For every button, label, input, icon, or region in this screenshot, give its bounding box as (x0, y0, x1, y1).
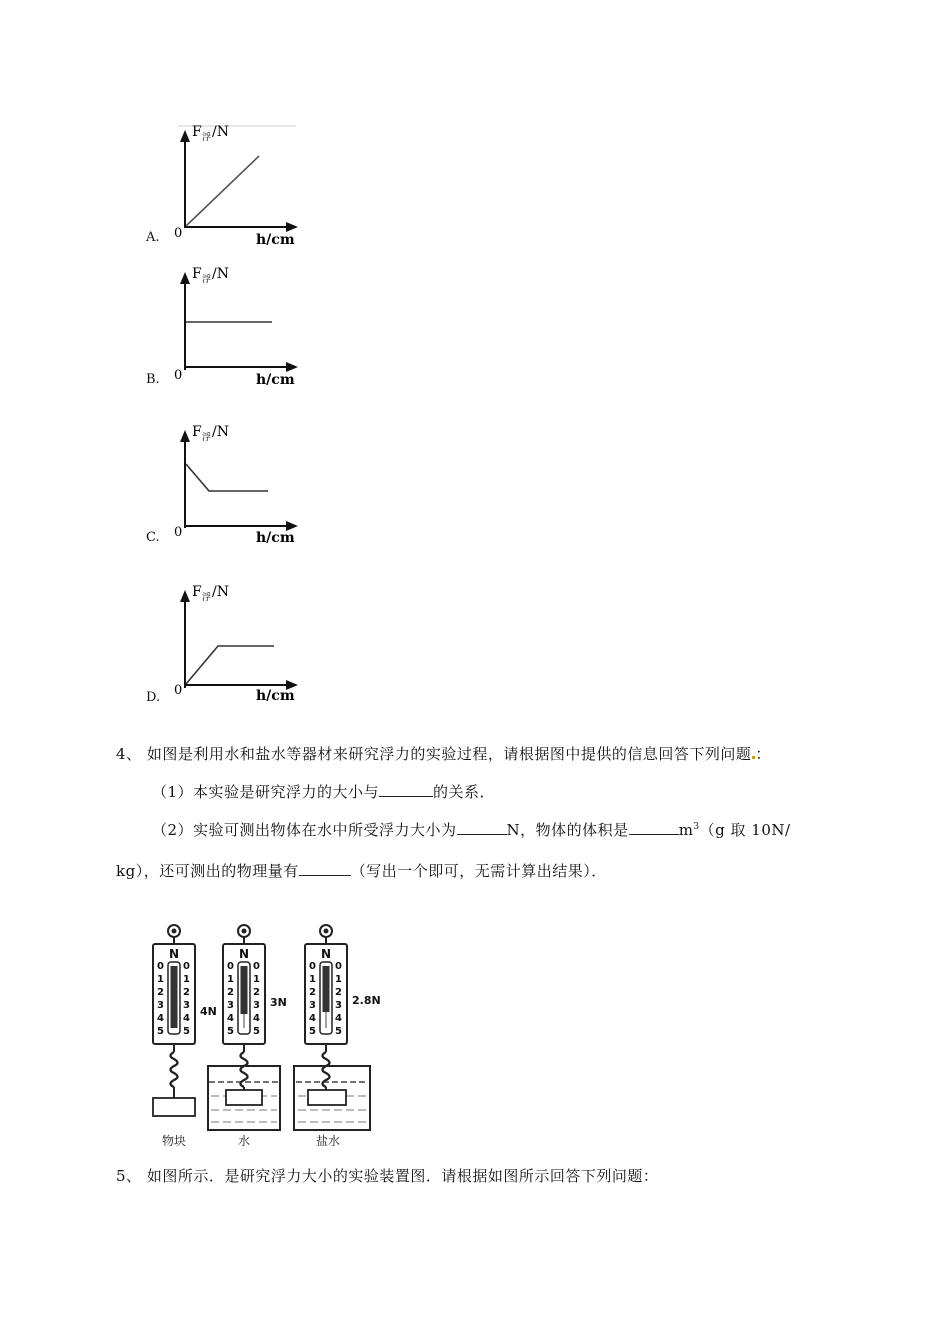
tick-label: 5 (227, 1026, 234, 1037)
y-axis-arrow (180, 590, 190, 602)
q4-part2 (152, 819, 791, 840)
q4-part2-text-c: （g 取 10N/ (699, 821, 791, 839)
x-axis-arrow (286, 362, 298, 372)
q4-stem-line (116, 743, 771, 764)
x-label: h/cm (256, 530, 295, 546)
tick-label: 3 (335, 1000, 342, 1011)
tick-label: 5 (253, 1026, 260, 1037)
tick-label: 2 (227, 987, 234, 998)
q4-part2-text-b: N，物体的体积是 (506, 821, 629, 839)
tick-label: 1 (183, 974, 190, 985)
y-label-unit: /N (212, 584, 229, 600)
y-label-f: F (192, 584, 202, 600)
y-label-sub: 浮 (202, 275, 212, 285)
scale-fill (323, 966, 330, 1012)
q4-part3-text-a: kg），还可测出的物理量有 (116, 862, 299, 880)
curve (186, 646, 274, 684)
q4-part2-text-a: （2）实验可测出物体在水中所受浮力大小为 (152, 821, 457, 839)
caption-water: 水 (238, 1134, 251, 1148)
option-letter: B. (146, 372, 160, 387)
q4-part2-blank-1[interactable] (457, 820, 507, 835)
q4-part2-blank-2[interactable] (629, 820, 679, 835)
tick-label: 0 (309, 961, 316, 972)
scale-letter: N (169, 947, 180, 961)
tick-label: 5 (157, 1026, 164, 1037)
q5-stem: 如图所示．是研究浮力大小的实验装置图．请根据如图所示回答下列问题： (146, 1167, 659, 1185)
tick-label: 2 (309, 987, 316, 998)
q4-part1 (152, 781, 495, 802)
y-label-sub: 浮 (202, 133, 212, 143)
tick-label: 1 (253, 974, 260, 985)
option-d (140, 578, 310, 713)
scale-fill (171, 966, 178, 1028)
tick-label: 4 (335, 1013, 342, 1024)
tick-label: 2 (157, 987, 164, 998)
tick-label: 1 (309, 974, 316, 985)
tick-label: 1 (157, 974, 164, 985)
x-label: h/cm (256, 232, 295, 248)
y-label-f: F (192, 124, 202, 140)
curve (186, 156, 259, 226)
tick-label: 4 (157, 1013, 164, 1024)
scale-letter: N (239, 947, 250, 961)
y-label-f: F (192, 266, 202, 282)
y-label-f: F (192, 424, 202, 440)
origin-label: 0 (174, 683, 183, 698)
tick-label: 3 (309, 1000, 316, 1011)
y-axis-arrow (180, 430, 190, 442)
y-label-sub: 浮 (202, 593, 212, 603)
option-b (140, 260, 310, 395)
y-label-unit: /N (212, 124, 229, 140)
q4-part2-unit-exponent: 3 (693, 822, 700, 832)
q5-stem-line (116, 1165, 658, 1186)
q4-part2-unit: m (678, 821, 694, 839)
y-label-unit: /N (212, 266, 229, 282)
tick-label: 4 (183, 1013, 190, 1024)
block (308, 1090, 346, 1105)
reading-air: 4N (200, 1005, 217, 1018)
tick-label: 5 (335, 1026, 342, 1037)
q4-part1-text-a: （1）本实验是研究浮力的大小与 (152, 783, 380, 801)
block (153, 1098, 195, 1116)
y-label-unit: /N (212, 424, 229, 440)
tick-label: 0 (157, 961, 164, 972)
x-axis-arrow (286, 222, 298, 232)
option-letter: D. (146, 690, 161, 705)
caption-block: 物块 (162, 1134, 187, 1148)
option-a (140, 118, 310, 253)
curve (186, 464, 268, 491)
q4-part3 (116, 860, 607, 881)
q4-stem: 如图是利用水和盐水等器材来研究浮力的实验过程，请根据图中提供的信息回答下列问题 (146, 745, 752, 763)
y-label-sub: 浮 (202, 433, 212, 443)
graph-a (140, 118, 310, 253)
q4-number: 4、 (116, 745, 142, 763)
tick-label: 4 (253, 1013, 260, 1024)
q4-part3-text-b: （写出一个即可，无需计算出结果）． (350, 862, 607, 880)
q4-part1-blank[interactable] (379, 782, 433, 797)
origin-label: 0 (174, 226, 183, 241)
tick-label: 0 (183, 961, 190, 972)
scale-letter: N (321, 947, 332, 961)
option-c (140, 418, 310, 553)
x-label: h/cm (256, 372, 295, 388)
tick-label: 2 (253, 987, 260, 998)
tick-label: 3 (253, 1000, 260, 1011)
graph-b (140, 260, 310, 395)
origin-label: 0 (174, 368, 183, 383)
tick-label: 2 (183, 987, 190, 998)
tick-label: 3 (227, 1000, 234, 1011)
apparatus-svg (140, 920, 420, 1150)
tick-label: 0 (335, 961, 342, 972)
tick-label: 1 (227, 974, 234, 985)
reading-saltwater: 2.8N (352, 994, 381, 1007)
tick-label: 4 (309, 1013, 316, 1024)
graph-c (140, 418, 310, 553)
q4-part3-blank[interactable] (299, 861, 351, 876)
y-axis-arrow (180, 272, 190, 284)
tick-label: 3 (183, 1000, 190, 1011)
captions (162, 1133, 340, 1148)
tick-label: 2 (335, 987, 342, 998)
origin-label: 0 (174, 525, 183, 540)
scale-fill (241, 966, 248, 1014)
tick-label: 5 (309, 1026, 316, 1037)
tick-label: 3 (157, 1000, 164, 1011)
tick-label: 0 (227, 961, 234, 972)
q4-part1-text-b: 的关系． (433, 783, 496, 801)
spring-scale-3 (294, 925, 370, 1130)
tick-label: 0 (253, 961, 260, 972)
apparatus-figure (140, 920, 420, 1150)
reading-water: 3N (270, 996, 287, 1009)
tick-label: 1 (335, 974, 342, 985)
graph-d (140, 578, 310, 713)
option-letter: C. (146, 530, 160, 545)
block (226, 1090, 262, 1105)
caption-saltwater: 盐水 (316, 1134, 341, 1148)
y-axis-arrow (180, 130, 190, 142)
tick-label: 4 (227, 1013, 234, 1024)
q4-stem-end: ： (755, 745, 771, 763)
q5-number: 5、 (116, 1167, 142, 1185)
tick-label: 5 (183, 1026, 190, 1037)
x-label: h/cm (256, 688, 295, 704)
option-letter: A. (146, 230, 160, 245)
